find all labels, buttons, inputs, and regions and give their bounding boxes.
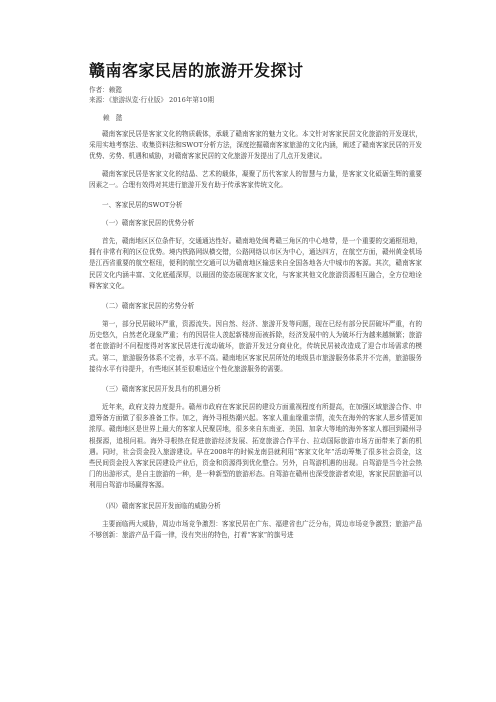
author-line: 作者：赖懿 [89,86,122,94]
byline: 赖 懿 [103,114,125,122]
subheading-threats: （四）赣南客家民居开发面临的威胁分析 [102,501,221,510]
abstract-paragraph-1: 赣南客家民居是客家文化的物质载体，承载了赣南客家的魅力文化。本文针对客家民居文化旅游的开发现状，采用实地考察法、收集资料法和SWOT分析方法，深度挖掘赣南客家旅游的文化内涵，阐述了赣南客家民居的开发优势、劣势、机遇和威胁，对赣南客家民居的文化旅游开发提出了几点开发建议。 [89,130,422,161]
subheading-opportunities: （三）赣南客家民居开发具有的机遇分析 [102,385,221,394]
paragraph-opportunities: 近年来，政府支持力度提升。赣州市政府在客家民居的建设方面重视程度有所提高，在加强区域旅游合作、申遗筹备方面做了很多准备工作。加之，海外寻根热潮兴起。客家人重血缘重亲情，流失在海外的客家人思乡情更加浓厚。赣南地区是世界上最大的客家人民聚居地，很多来自东南亚、美国、加拿大等地的海外客家人都回到赣州寻根探源，追根问祖。海外寻根热在促进旅游经济发展、拓宽旅游合作平台、拉动国际旅游市场方面带来了新的机遇。同时，社会资金投入旅游建设。早在2008年的时候龙南县就利用“客家文化年”活动筹集了很多社会资金，这些民间资金投入客家民居建设产业后，资金和资源得到优化整合。另外，自驾游机遇的出现。自驾游是当今社会热门的出游形式，是自主旅游的一种，是一种新型的旅游形态。自驾游在赣州也深受旅游者欢迎，客家民居旅游可以利用自驾游市场赢得客源。 [89,403,422,490]
article-title: 赣南客家民居的旅游开发探讨 [89,61,304,80]
source-line: 来源：《旅游纵览·行业版》 2016年第10期 [89,96,214,104]
paragraph-strengths: 首先，赣南地区区位条件好，交通通达性好。赣南地处闽粤赣三角区的中心地带，是一个重要的交通枢纽地，拥有非常有利的区位优势。境内铁路网纵横交错，公路网络以市区为中心，通达四方，在航空方面，赣州黄金机场是江西省重要的航空枢纽，便利的航空交通可以为赣南地区输送来自全国各地各大中城市的客源。其次，赣南客家民居文化内涵丰富、文化底蕴深厚，以最固的姿态展现客家文化，与客家其他文化旅游资源相互融合，全方位地诠释客家文化。 [89,237,422,290]
subheading-weaknesses: （二）赣南客家民居的劣势分析 [102,302,195,311]
subheading-strengths: （一）赣南客家民居的优势分析 [102,219,195,228]
paragraph-threats: 主要面临两大威胁，周边市场竞争激烈：客家民居在广东、福建省也广泛分布，周边市场竞争激烈；旅游产品不够创新：旅游产品千篇一律，没有突出的特色，打着“客家”的旗号进 [89,519,422,539]
paragraph-weaknesses: 第一，部分民居破坏严重，资源流失。因自然、经济、旅游开发等问题，现在已经有部分民居破坏严重，有的历史悠久，自然老化现象严重；有的因居住人羡起新楼房而被拆除，经济发展中的人为破坏行为越来越频繁；旅游者在旅游时不问程度得对客家民居进行流动破坏，旅游开发过分商业化，传统民居被改造成了迎合市场需求的模式。第二，旅游服务体系不完善，水平不高。赣南地区客家民居所处的地级县市旅游服务体系并不完善，旅游服务接待水平有待提升，有些地区甚至很难适应个性化旅游服务的需要。 [89,320,422,373]
abstract-paragraph-2: 赣南客家民居是客家文化的结晶、艺术的载体，凝聚了历代客家人的智慧与力量，是客家文化砥砺生辉的重要因素之一。合理有效得对其进行旅游开发有助于传承客家传统文化。 [89,169,422,189]
section-heading-swot: 一、客家民居的SWOT分析 [102,201,183,210]
